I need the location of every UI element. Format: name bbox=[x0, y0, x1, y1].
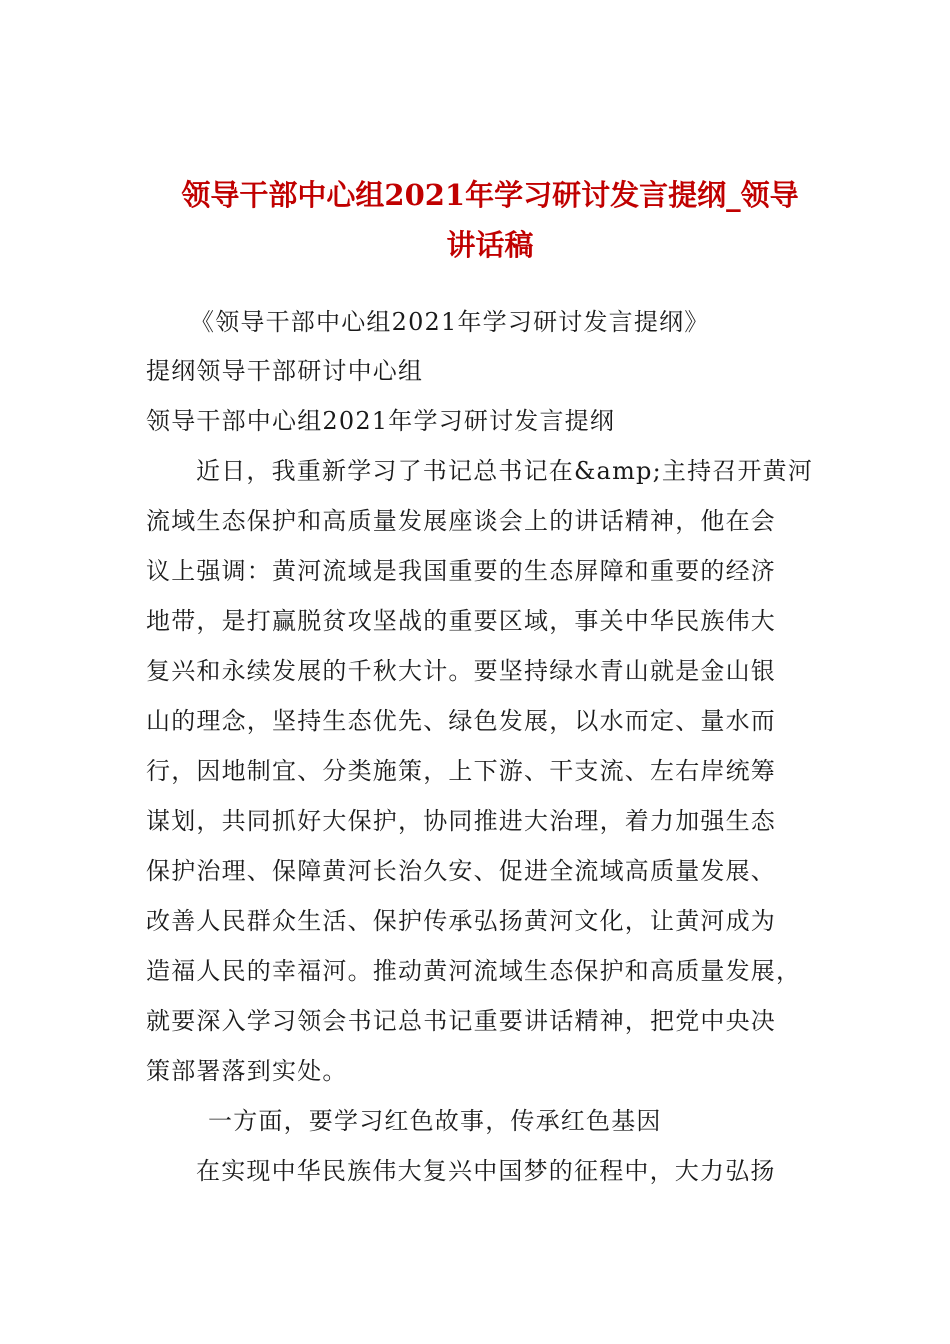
paragraph-1-line: 行，因地制宜、分类施策，上下游、干支流、左右岸统筹 bbox=[146, 757, 776, 785]
section-heading: 一方面，要学习红色故事，传承红色基因 bbox=[208, 1107, 662, 1135]
document-title-line-1: 领导干部中心组2021年学习研讨发言提纲_领导 bbox=[181, 178, 799, 212]
paragraph-1-line: 近日，我重新学习了书记总书记在&amp;主持召开黄河 bbox=[196, 457, 814, 485]
paragraph-1-line: 复兴和永续发展的千秋大计。要坚持绿水青山就是金山银 bbox=[146, 657, 776, 685]
paragraph-1-line: 地带，是打赢脱贫攻坚战的重要区域，事关中华民族伟大 bbox=[146, 607, 776, 635]
document-keywords: 提纲领导干部研讨中心组 bbox=[146, 357, 424, 385]
paragraph-1-line: 就要深入学习领会书记总书记重要讲话精神，把党中央决 bbox=[146, 1007, 776, 1035]
paragraph-1-line: 流域生态保护和高质量发展座谈会上的讲话精神，他在会 bbox=[146, 507, 776, 535]
paragraph-1-line: 议上强调：黄河流域是我国重要的生态屏障和重要的经济 bbox=[146, 557, 776, 585]
paragraph-1-line: 山的理念，坚持生态优先、绿色发展，以水而定、量水而 bbox=[146, 707, 776, 735]
paragraph-1-line: 策部署落到实处。 bbox=[146, 1057, 348, 1085]
paragraph-1-line: 保护治理、保障黄河长治久安、促进全流域高质量发展、 bbox=[146, 857, 776, 885]
document-title-line-2: 讲话稿 bbox=[446, 228, 534, 262]
paragraph-1-line: 改善人民群众生活、保护传承弘扬黄河文化，让黄河成为 bbox=[146, 907, 776, 935]
paragraph-1-line: 谋划，共同抓好大保护，协同推进大治理，着力加强生态 bbox=[146, 807, 776, 835]
paragraph-2-line: 在实现中华民族伟大复兴中国梦的征程中，大力弘扬 bbox=[196, 1157, 776, 1185]
paragraph-1-line: 造福人民的幸福河。推动黄河流域生态保护和高质量发展， bbox=[146, 957, 802, 985]
document-subtitle: 《领导干部中心组2021年学习研讨发言提纲》 bbox=[190, 308, 710, 336]
document-heading: 领导干部中心组2021年学习研讨发言提纲 bbox=[146, 407, 616, 435]
